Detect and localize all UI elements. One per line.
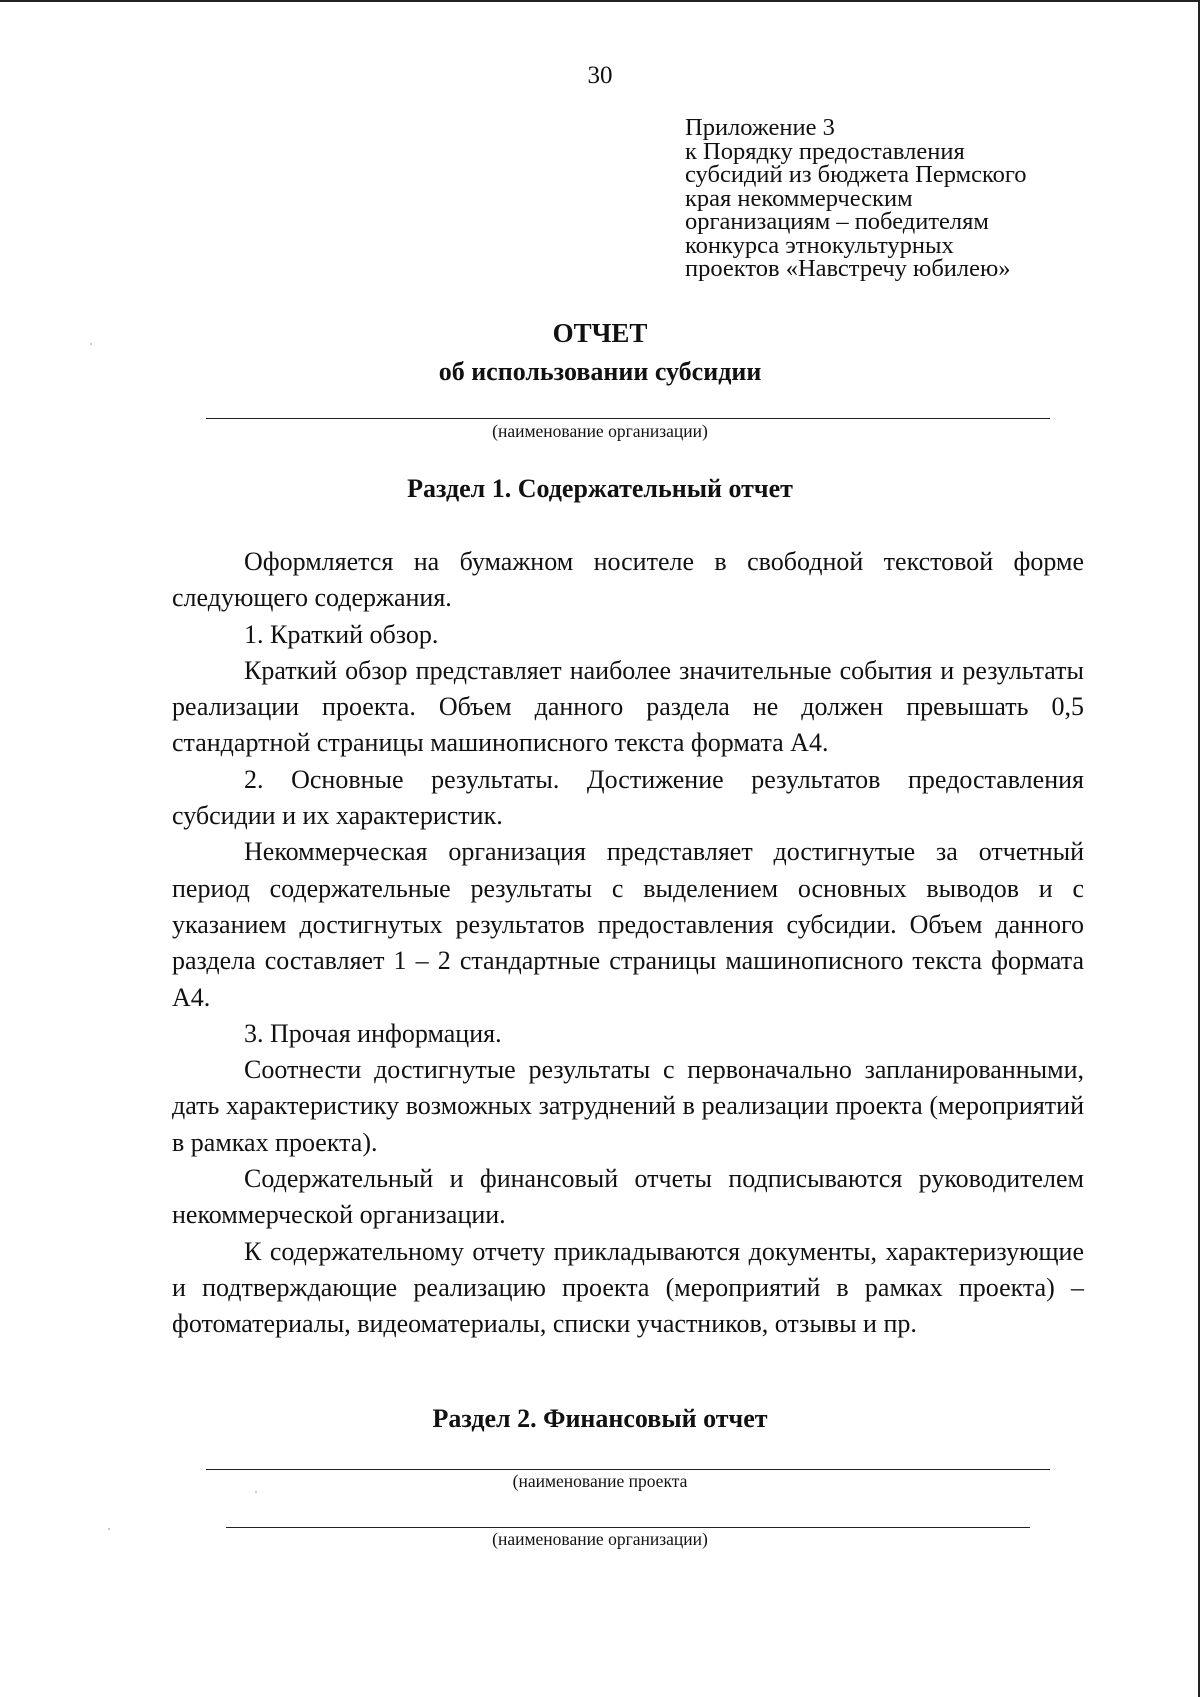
document-title: ОТЧЕТ bbox=[552, 318, 648, 348]
project-name-line bbox=[206, 1469, 1050, 1470]
project-name-caption: (наименование проекта bbox=[512, 1471, 688, 1491]
paragraph: Содержательный и финансовый отчеты подписываются руководителем некоммерческой организации. bbox=[172, 1164, 1084, 1230]
appendix-line: края некоммерческим bbox=[685, 184, 913, 212]
paragraph: К содержательному отчету прикладываются документы, характеризующие и подтверждающие реализацию проекта (мероприятий в рамках проекта) – фотоматериалы, видеоматериалы, списки участников, отзывы и пр. bbox=[172, 1236, 1084, 1339]
organization-name-caption: (наименование организации) bbox=[492, 421, 708, 441]
organization-name-line bbox=[206, 418, 1050, 419]
paragraph: Оформляется на бумажном носителе в свободной текстовой форме следующего содержания. bbox=[172, 547, 1084, 613]
section-1-body bbox=[172, 544, 1084, 1343]
appendix-line: проектов «Навстречу юбилею» bbox=[685, 255, 1011, 282]
appendix-line: к Порядку предоставления bbox=[685, 137, 965, 165]
paragraph: Краткий обзор представляет наиболее значительные события и результаты реализации проекта. Объем данного раздела не должен превышать 0,5 стандартной страницы машинописного текста формата А4. bbox=[172, 655, 1084, 758]
page-number: 30 bbox=[587, 62, 613, 89]
section-2-heading: Раздел 2. Финансовый отчет bbox=[432, 1404, 768, 1433]
appendix-line: Приложение 3 bbox=[685, 114, 835, 141]
scan-speck bbox=[108, 1528, 110, 1530]
organization-name-caption-2: (наименование организации) bbox=[492, 1529, 708, 1549]
scan-speck bbox=[255, 1491, 257, 1493]
appendix-line: конкурса этнокультурных bbox=[685, 231, 954, 259]
appendix-reference bbox=[685, 116, 1125, 281]
section-1-heading: Раздел 1. Содержательный отчет bbox=[407, 474, 793, 503]
paragraph: 2. Основные результаты. Достижение результатов предоставления субсидии и их характеристик. bbox=[172, 764, 1084, 831]
appendix-line: организациям – победителям bbox=[685, 208, 989, 235]
organization-name-line-2 bbox=[226, 1527, 1030, 1528]
document-subtitle: об использовании субсидии bbox=[438, 357, 762, 386]
paragraph: 1. Краткий обзор. bbox=[244, 619, 439, 649]
paragraph: Некоммерческая организация представляет достигнутые за отчетный период содержательные результаты с выделением основных выводов и с указанием достигнутых результатов предоставления субсидии. Объем данного раздела составляет 1 – 2 стандартные страницы машинописного текста формата А4. bbox=[172, 837, 1084, 1012]
paragraph: 3. Прочая информация. bbox=[244, 1018, 502, 1048]
paragraph: Соотнести достигнутые результаты с первоначально запланированными, дать характеристику возможных затруднений в реализации проекта (мероприятий в рамках проекта). bbox=[172, 1055, 1084, 1157]
appendix-line: субсидий из бюджета Пермского bbox=[685, 161, 1027, 188]
scan-speck bbox=[90, 343, 92, 345]
